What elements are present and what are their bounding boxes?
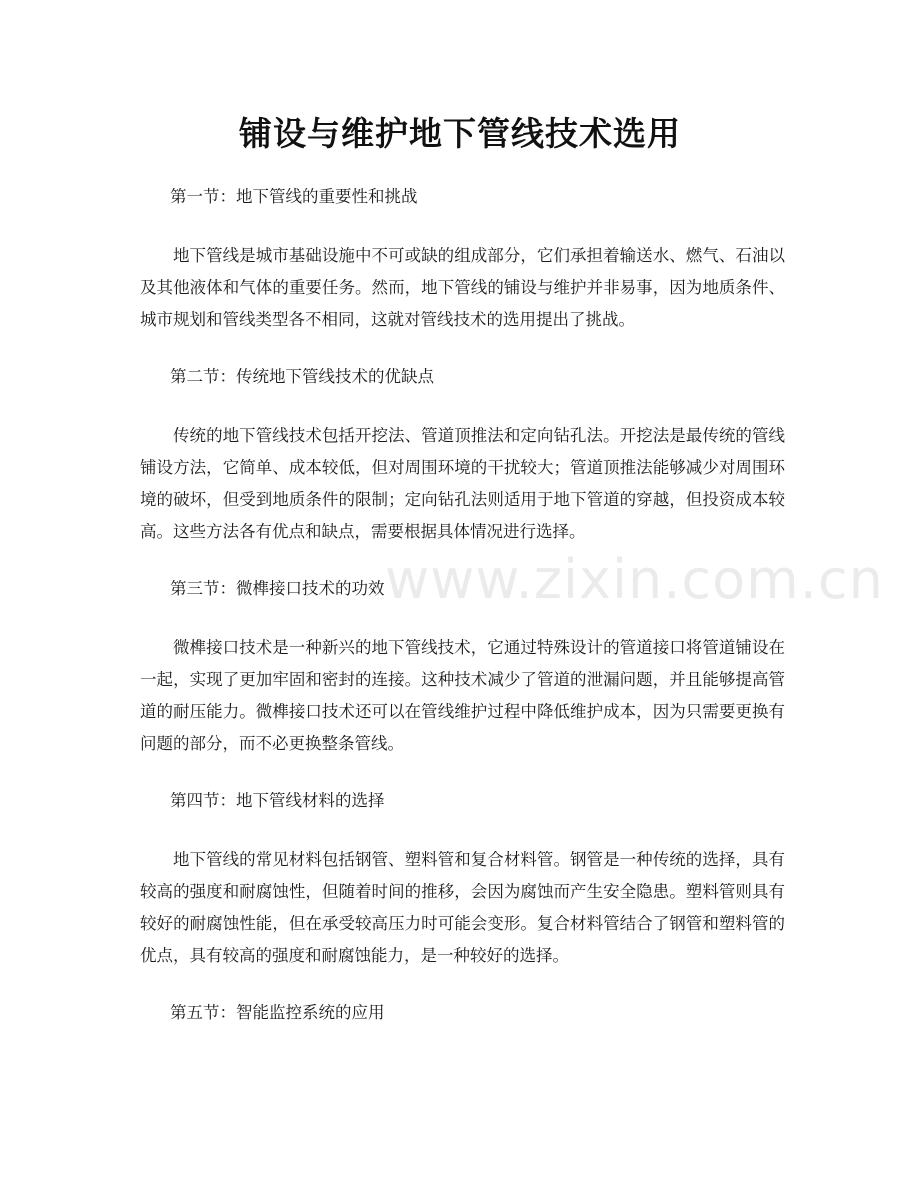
- section-3-heading: 第三节：微榫接口技术的功效: [170, 579, 385, 598]
- section-3-paragraph: 微榫接口技术是一种新兴的地下管线技术，它通过特殊设计的管道接口将管道铺设在一起，实现了更加牢固和密封的连接。这种技术减少了管道的泄漏问题，并且能够提高管道的耐压能力。微榫接口技术还可以在管线维护过程中降低维护成本，因为只需要更换有问题的部分，而不必更换整条管线。: [140, 638, 785, 753]
- section-1-paragraph: 地下管线是城市基础设施中不可或缺的组成部分，它们承担着输送水、燃气、石油以及其他液体和气体的重要任务。然而，地下管线的铺设与维护并非易事，因为地质条件、城市规划和管线类型各不相同，这就对管线技术的选用提出了挑战。: [140, 246, 785, 329]
- document-body: [140, 181, 785, 1029]
- section-2-paragraph: 传统的地下管线技术包括开挖法、管道顶推法和定向钻孔法。开挖法是最传统的管线铺设方法，它简单、成本较低，但对周围环境的干扰较大；管道顶推法能够减少对周围环境的破坏，但受到地质条件的限制；定向钻孔法则适用于地下管道的穿越，但投资成本较高。这些方法各有优点和缺点，需要根据具体情况进行选择。: [140, 426, 785, 541]
- section-4-paragraph: 地下管线的常见材料包括钢管、塑料管和复合材料管。钢管是一种传统的选择，具有较高的强度和耐腐蚀性，但随着时间的推移，会因为腐蚀而产生安全隐患。塑料管则具有较好的耐腐蚀性能，但在承受较高压力时可能会变形。复合材料管结合了钢管和塑料管的优点，具有较高的强度和耐腐蚀能力，是一种较好的选择。: [140, 850, 785, 965]
- section-1-heading: 第一节：地下管线的重要性和挑战: [170, 187, 418, 206]
- section-2-heading: 第二节：传统地下管线技术的优缺点: [170, 367, 434, 386]
- watermark: www.zixin.com.cn: [385, 548, 884, 611]
- document-title: 铺设与维护地下管线技术选用: [239, 114, 681, 153]
- section-5-heading: 第五节：智能监控系统的应用: [170, 1003, 385, 1022]
- section-4-heading: 第四节：地下管线材料的选择: [170, 791, 385, 810]
